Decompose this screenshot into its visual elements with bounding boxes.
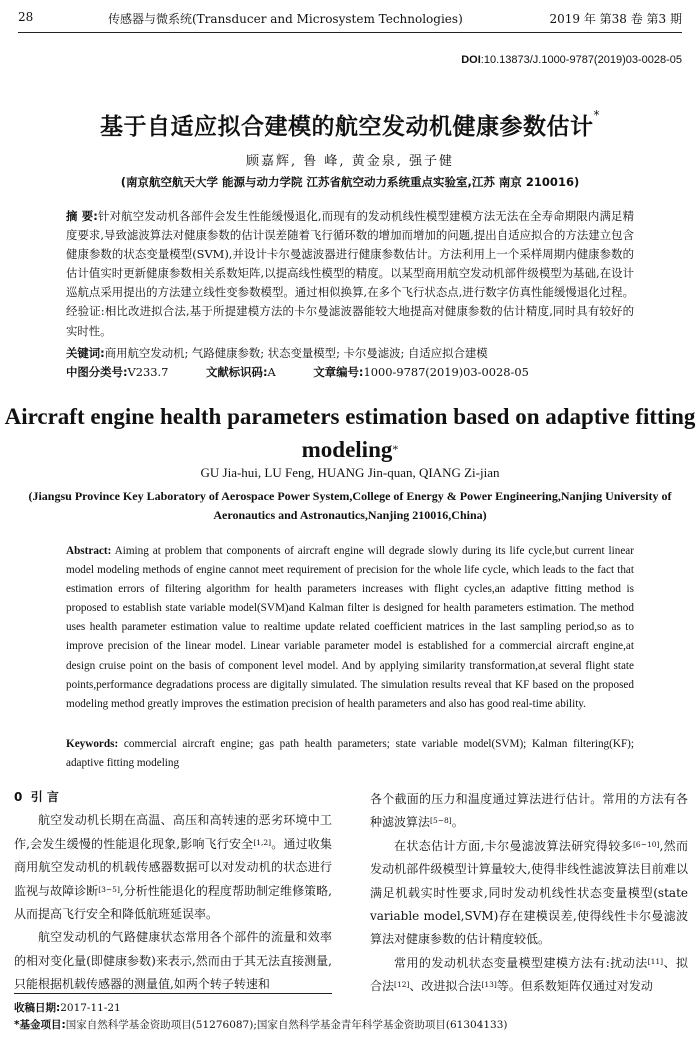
english-affiliation: (Jiangsu Province Key Laboratory of Aerospace Power System,College of Energy & Power Engineering,Nanjing University of Aeronautics and Astronautics,Nanjing 210016,China)	[28, 489, 672, 522]
text-run: 、拟合法	[370, 955, 688, 994]
page-number: 28	[18, 10, 34, 24]
chinese-affiliation: (南京航空航天大学 能源与动力学院 江苏省航空动力系统重点实验室,江苏 南京 210016)	[120, 175, 580, 189]
doi-line	[461, 54, 682, 66]
citation: [3~5]	[98, 884, 120, 894]
citation: [13]	[481, 980, 497, 990]
classification-line	[66, 363, 634, 382]
text-run: 常用的发动机状态变量模型建模方法有:扰动法	[394, 955, 648, 970]
citation: [5~8]	[430, 816, 452, 826]
chinese-authors: 顾嘉辉, 鲁 峰, 黄金泉, 强子健	[246, 154, 454, 169]
fund-value: 国家自然科学基金资助项目(51276087);国家自然科学基金青年科学基金资助项目(61304133)	[65, 1019, 508, 1031]
text-run: 各个截面的压力和温度通过算法进行估计。常用的方法有各种滤波算法	[370, 792, 688, 830]
received-value: 2017-11-21	[60, 1002, 121, 1014]
english-keywords-text: commercial aircraft engine; gas path health parameters; state variable model(SVM); Kalman filtering(KF); adaptive fitting modeling	[66, 738, 635, 769]
footnote-rule	[14, 993, 332, 994]
section-title: 引 言	[30, 790, 59, 804]
paragraph	[370, 835, 688, 952]
chinese-title-text: 基于自适应拟合建模的航空发动机健康参数估计	[100, 114, 594, 140]
chinese-abstract	[66, 207, 634, 341]
issue-info: 2019 年 第38 卷 第3 期	[549, 12, 682, 26]
doc-code-label: 文献标识码:	[205, 365, 268, 379]
received-date	[14, 1000, 686, 1017]
journal-name: 传感器与微系统(Transducer and Microsystem Technologies)	[108, 12, 463, 26]
english-authors: GU Jia-hui, LU Feng, HUANG Jin-quan, QIANG Zi-jian	[200, 465, 500, 480]
fund-info	[14, 1017, 686, 1034]
chinese-title	[0, 108, 700, 141]
received-label: 收稿日期:	[14, 1002, 61, 1014]
text-run: 在状态估计方面,卡尔曼滤波算法研究得较多	[394, 838, 633, 853]
text-run: 等。但系数矩阵仅通过对发动	[496, 979, 653, 994]
section-heading	[14, 786, 332, 809]
english-abstract-text: Aiming at problem that components of aircraft engine will degrade slowly during its life cycle,but current linear model modeling methods of engine cannot meet requirement of precision for the whole life cycle, which leads to the fact that estimation errors of filtering algorithm for health parameters increases with flight cycles,an adaptive fitting method is proposed to establish state variable model(SVM)and Kalman filter is designed for health parameters estimation. The method uses health parameter estimation value to realtime update related coefficient matrices in the last sampling period,so as to improve precision of the linear model. Linear variable parameter model is established for a commercial aircraft engine,at design cruise point on the basis of component level model. And by applying similarity transformation,at several flight state points,performance degradations process are digitally simulated. The simulation results reveal that KF based on the proposed modeling method greatly improves the estimation precision of health parameters and also has good real-time ability.	[66, 545, 634, 710]
english-keywords	[66, 735, 634, 773]
english-keywords-label: Keywords:	[66, 738, 119, 750]
clc-label: 中图分类号:	[66, 365, 128, 379]
text-run: ,然而发动机部件级模型计算量较大,使得非线性滤波算法目前难以满足机载实时性要求,同时发动机线性状态变量模型(state variable model,SVM)存在建模误差,使得线性卡尔曼滤波算法对健康参数的估计精度较低。	[370, 838, 688, 947]
text-run: ,分析性能退化的程度帮助制定维修策略,从而提高飞行安全和降低航班延误率。	[14, 883, 332, 922]
doi-value: :10.13873/J.1000-9787(2019)03-0028-05	[480, 54, 682, 66]
text-run: 。	[451, 815, 464, 830]
chinese-abstract-label: 摘 要:	[66, 209, 98, 223]
english-abstract	[66, 542, 634, 714]
body-right-column	[370, 788, 688, 999]
paragraph	[370, 788, 688, 835]
citation: [6~10]	[633, 839, 660, 849]
chinese-abstract-text: 针对航空发动机各部件会发生性能缓慢退化,而现有的发动机线性模型建模方法无法在全寿命期限内满足精度要求,导致滤波算法对健康参数的估计误差随着飞行循环数的增加而增加的问题,提出自适应拟合的方法建立包含健康参数的状态变量模型(SVM),并设计卡尔曼滤波器进行健康参数估计。方法利用上一个采样周期内健康参数的估计值实时更新健康参数相关系数矩阵,以提高线性模型的精度。以某型商用航空发动机部件级模型为基础,在设计巡航点采用提出的方法建立线性变参数模型。通过相似换算,在多个飞行状态点,进行数字仿真性能缓慢退化过程。经验证:相比改进拟合法,基于所提建模方法的卡尔曼滤波器能较大地提高对健康参数的估计精度,同时具有较好的实时性。	[66, 209, 634, 338]
chinese-keywords-text: 商用航空发动机; 气路健康参数; 状态变量模型; 卡尔曼滤波; 自适应拟合建模	[104, 346, 488, 360]
english-title-text: Aircraft engine health parameters estimation based on adaptive fitting modeling	[4, 404, 696, 462]
footnotes	[14, 1000, 686, 1034]
fund-label: *基金项目:	[14, 1019, 66, 1031]
paragraph	[370, 952, 688, 999]
chinese-title-mark: *	[593, 108, 600, 122]
chinese-keywords	[66, 344, 634, 363]
text-run: 航空发动机长期在高温、高压和高转速的恶劣环境中工作,会发生缓慢的性能退化现象,影响飞行安全	[14, 813, 332, 851]
paragraph: 航空发动机的气路健康状态常用各个部件的流量和效率的相对变化量(即健康参数)来表示,然而由于其无法直接测量,只能根据机载传感器的测量值,如两个转子转速和	[14, 930, 332, 992]
english-abstract-label: Abstract:	[66, 545, 112, 557]
article-no-label: 文章编号:	[313, 365, 364, 379]
body-left-column	[14, 786, 332, 997]
running-header	[18, 10, 682, 28]
english-title-mark: *	[392, 442, 399, 456]
doi-label: DOI	[461, 54, 481, 66]
header-rule	[18, 32, 682, 33]
paragraph	[14, 809, 332, 926]
clc-value: V233.7	[127, 365, 169, 379]
citation: [11]	[647, 956, 664, 966]
text-run: 。通过收集商用航空发动机的机载传感器数据可以对发动机的状态进行监视与故障诊断	[14, 836, 332, 898]
english-title	[0, 400, 700, 466]
article-no-value: 1000-9787(2019)03-0028-05	[363, 365, 529, 379]
citation: [12]	[394, 980, 410, 990]
citation: [1,2]	[253, 837, 272, 847]
doc-code-value: A	[267, 365, 276, 379]
chinese-keywords-label: 关键词:	[66, 346, 105, 360]
section-number: 0	[14, 790, 23, 804]
text-run: 、改进拟合法	[409, 979, 482, 994]
